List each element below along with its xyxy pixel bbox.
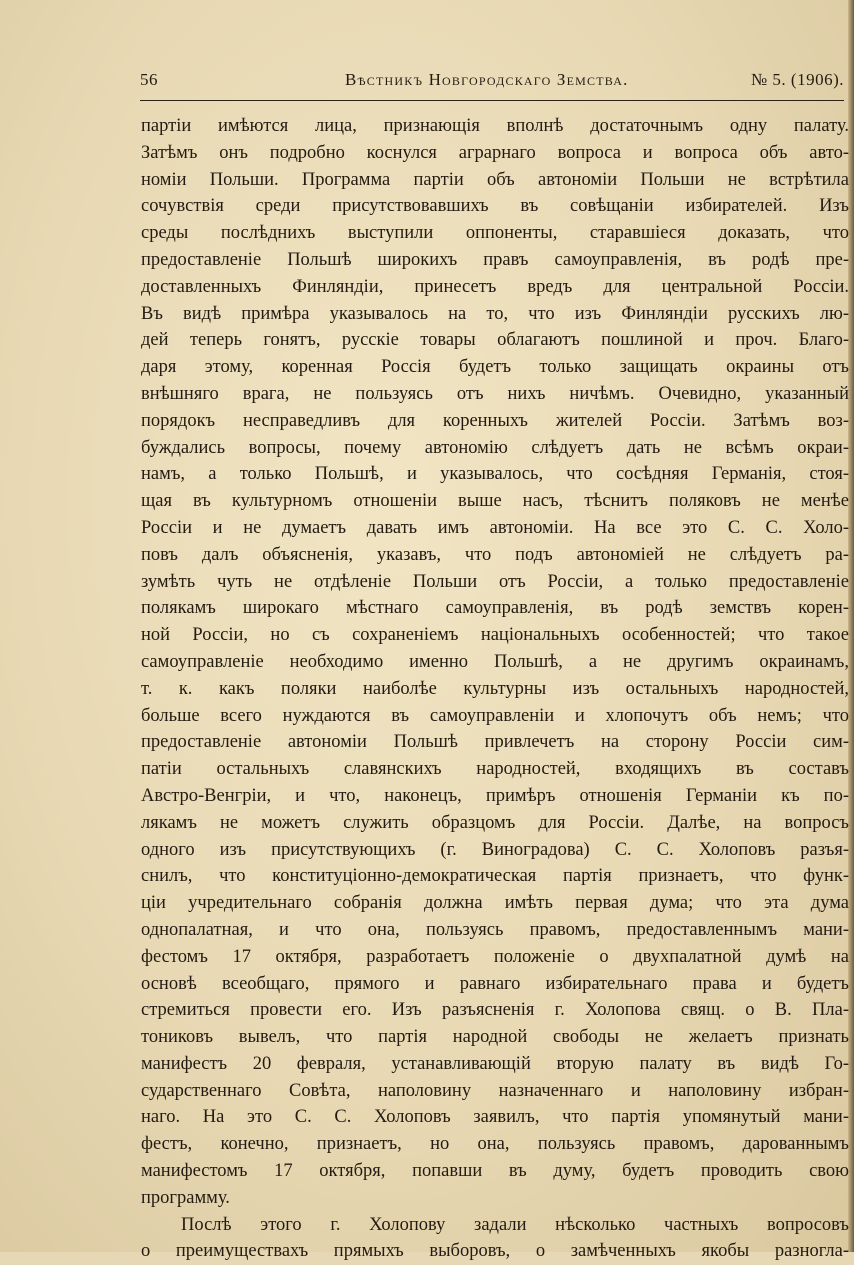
text-line: наго. На это С. С. Холоповъ заявилъ, что партія упомянутый мани- <box>141 1107 849 1128</box>
text-line: основѣ всеобщаго, прямого и равнаго избирательнаго права и будетъ <box>141 973 849 994</box>
text-line: Послѣ этого г. Холопову задали нѣсколько частныхъ вопросовъ <box>181 1214 849 1235</box>
text-line: буждались вопросы, почему автономію слѣдуетъ дать не всѣмъ окраи- <box>141 437 849 458</box>
text-line: одного изъ присутствующихъ (г. Виноградова) С. С. Холоповъ разъя- <box>141 839 849 860</box>
text-line: даря этому, коренная Россія будетъ только защищать окраины отъ <box>141 357 849 378</box>
text-line: партіи имѣются лица, признающія вполнѣ достаточнымъ одну палату. <box>141 116 849 136</box>
text-line: сударственнаго Совѣта, наполовину назначеннаго и наполовину избран- <box>141 1080 849 1101</box>
text-line: Затѣмъ онъ подробно коснулся аграрнаго вопроса и вопроса объ авто- <box>141 142 849 163</box>
text-line: ной Россіи, но съ сохраненіемъ національныхъ особенностей; что такое <box>141 625 849 646</box>
text-line: снилъ, что конституціонно-демократическая партія признаетъ, что функ- <box>141 866 849 887</box>
text-line: зумѣть чуть не отдѣленіе Польши отъ Россіи, а только предоставленіе <box>141 571 849 592</box>
text-line: ціи учредительнаго собранія должна имѣть первая дума; что эта дума <box>141 893 849 914</box>
text-line: Въ видѣ примѣра указывалось на то, что изъ Финляндіи русскихъ лю- <box>141 303 849 324</box>
page-number: 56 <box>140 70 158 89</box>
body-text <box>141 113 849 1265</box>
text-line: манифестъ 20 февраля, устанавливающій вторую палату въ видѣ Го- <box>141 1053 849 1074</box>
issue-label: № 5. (1906). <box>750 70 844 89</box>
text-line: фестъ, конечно, признаетъ, но она, пользуясь правомъ, дарованнымъ <box>141 1134 849 1155</box>
text-line: намъ, а только Польшѣ, и указывалось, что сосѣдняя Германія, стоя- <box>141 464 849 485</box>
text-line: манифестомъ 17 октября, попавши въ думу, будетъ проводить свою <box>141 1161 849 1182</box>
running-header <box>140 66 844 98</box>
text-line: предоставленіе Польшѣ широкихъ правъ самоуправленія, въ родѣ пре- <box>141 249 849 270</box>
text-line: больше всего нуждаются въ самоуправленіи и хлопочутъ объ немъ; что <box>141 705 849 726</box>
text-line: повъ далъ объясненія, указавъ, что подъ автономіей не слѣдуетъ ра- <box>141 544 849 565</box>
header-rule <box>140 100 844 101</box>
text-line: самоуправленіе необходимо именно Польшѣ, а не другимъ окраинамъ, <box>141 651 849 672</box>
text-line: т. к. какъ поляки наиболѣе культурны изъ остальныхъ народностей, <box>141 678 849 699</box>
text-line: номіи Польши. Программа партіи объ автономіи Польши не встрѣтила <box>141 169 849 190</box>
text-line: Россіи и не думаетъ давать имъ автономіи. На все это С. С. Холо- <box>141 517 849 538</box>
text-line: тониковъ вывелъ, что партія народной свободы не желаетъ признать <box>141 1027 849 1048</box>
text-line: сочувствія среди присутствовавшихъ въ совѣщаніи избирателей. Изъ <box>141 196 849 217</box>
text-line: программу. <box>141 1187 230 1208</box>
text-line: патіи остальныхъ славянскихъ народностей, входящихъ въ составъ <box>141 759 849 780</box>
text-line: лякамъ не можетъ служить образцомъ для Россіи. Далѣе, на вопросъ <box>141 812 849 833</box>
text-line: Австро-Венгріи, и что, наконецъ, примѣръ отношенія Германіи къ по- <box>141 785 849 806</box>
text-line: фестомъ 17 октября, разработаетъ положеніе о двухпалатной думѣ на <box>141 946 849 967</box>
text-line: среды послѣднихъ выступили оппоненты, старавшіеся доказать, что <box>141 223 849 244</box>
journal-title: Вѣстникъ Новгородскаго Земства. <box>345 70 629 89</box>
text-line: дей теперь гонятъ, русскіе товары облагаютъ пошлиной и проч. Благо- <box>141 330 849 351</box>
text-line: предоставленіе автономіи Польшѣ привлечетъ на сторону Россіи сим- <box>141 732 849 753</box>
text-line: порядокъ несправедливъ для коренныхъ жителей Россіи. Затѣмъ воз- <box>141 410 849 431</box>
text-line: щая въ культурномъ отношеніи выше насъ, тѣснитъ поляковъ не менѣе <box>141 491 849 512</box>
text-line: стремиться провести его. Изъ разъясненія г. Холопова свящ. о В. Пла- <box>141 1000 849 1021</box>
text-line: однопалатная, и что она, пользуясь правомъ, предоставленнымъ мани- <box>141 919 849 940</box>
text-line: полякамъ широкаго мѣстнаго самоуправленія, въ родѣ земствъ корен- <box>141 598 849 619</box>
text-line: внѣшняго врага, не пользуясь отъ нихъ ничѣмъ. Очевидно, указанный <box>141 383 849 404</box>
text-line: о преимуществахъ прямыхъ выборовъ, о замѣченныхъ якобы разногла- <box>141 1241 849 1262</box>
text-line: доставленныхъ Финляндіи, принесетъ вредъ для центральной Россіи. <box>141 276 849 297</box>
